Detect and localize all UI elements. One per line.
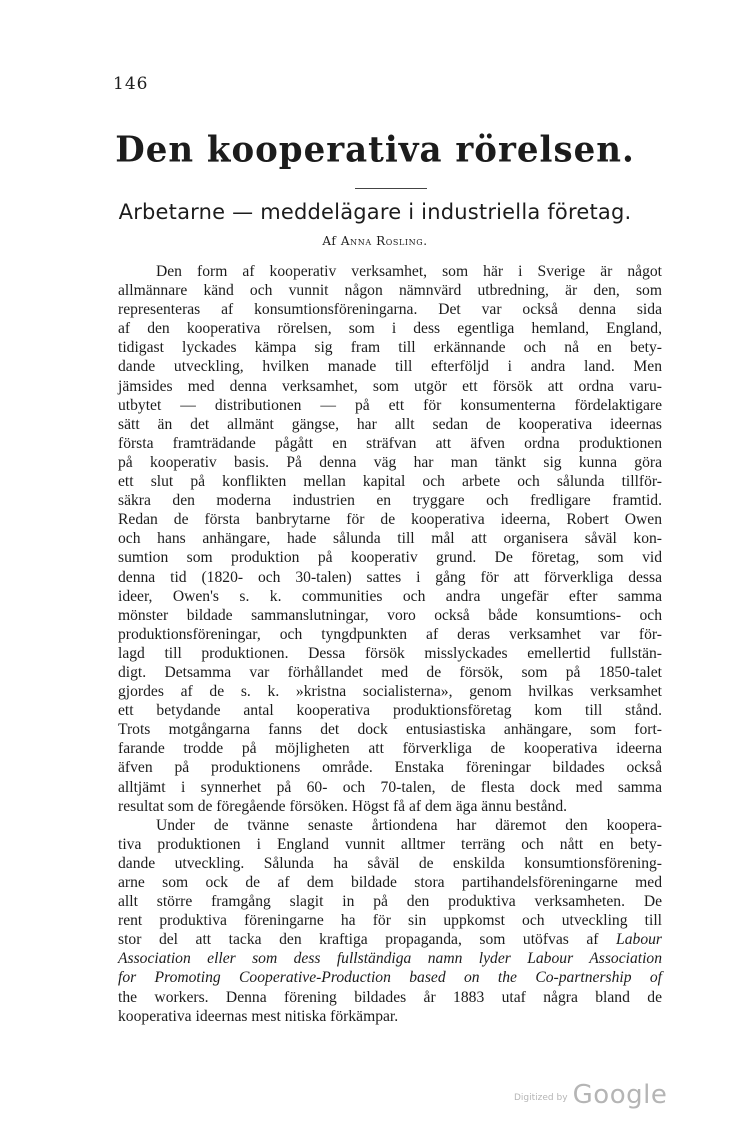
body-line: Redan de första banbrytarne för de kooperativa ideerna, Robert Owen: [118, 511, 662, 529]
article-subtitle: Arbetarne — meddelägare i industriella företag.: [118, 200, 632, 224]
italic-text: Labour Association: [527, 950, 662, 968]
body-line: lagd till produktionen. Dessa försök misslyckades emellertid fullstän-: [118, 644, 662, 662]
body-line: sumtion som produktion på kooperativ grund. De företag, som vid: [118, 549, 662, 567]
body-line: Trots motgångarna fanns det dock entusiastiska anhängare, som fort-: [118, 721, 662, 739]
italic-text: Labour: [616, 931, 662, 949]
body-line: Den form af kooperativ verksamhet, som här i Sverige är något: [156, 263, 662, 280]
body-line: dande utveckling. Sålunda ha såväl de enskilda konsumtionsförening-: [118, 854, 662, 872]
body-line: sätt än det allmänt gängse, har allt sedan de kooperativa ideernas: [118, 415, 662, 433]
page-number: 146: [113, 74, 149, 94]
italic-text: Association eller som dess fullständiga namn lyder: [118, 950, 511, 968]
watermark-prefix: Digitized by: [514, 1093, 568, 1103]
body-line: the workers. Denna förening bildades år 1883 utaf några bland de: [118, 988, 662, 1006]
title-rule-divider: [355, 188, 427, 189]
body-line: produktionsföreningar, och tyngdpunkten af deras verksamhet var för-: [118, 625, 662, 643]
body-line: representeras af konsumtionsföreningarna. Det var också denna sida: [118, 301, 662, 319]
body-line: tidigast lyckades kämpa sig fram till erkännande och nå en bety-: [118, 339, 662, 357]
body-line: utbytet — distributionen — på ett för konsumenterna fördelaktigare: [118, 396, 662, 414]
body-line: jämsides med denna verksamhet, som utgör ett försök att ordna varu-: [118, 377, 662, 395]
body-line: äfven på produktionens område. Enstaka föreningar bildades också: [118, 759, 662, 777]
author-name: Anna Rosling.: [340, 234, 428, 248]
italic-text: for Promoting Cooperative-Production based on the Co-partnership of: [118, 969, 662, 987]
article-body: [118, 262, 662, 1026]
body-line: dande utveckling, hvilken manade till efterföljd i andra land. Men: [118, 358, 662, 376]
body-line: Under de tvänne senaste årtiondena har däremot den koopera-: [156, 816, 662, 834]
body-line-with-italic: [118, 949, 662, 968]
body-line: mönster bildade sammanslutningar, voro också både konsumtions- och: [118, 606, 662, 624]
body-line: digt. Detsamma var förhållandet med de försök, som på 1850-talet: [118, 663, 662, 681]
digitized-by-watermark: [514, 1080, 667, 1110]
body-text: stor del att tacka den kraftiga propaganda, som utöfvas af: [118, 931, 599, 949]
body-line: ideer, Owen's s. k. communities och andra ungefär efter samma: [118, 587, 662, 605]
author-line: [0, 234, 750, 248]
body-line: ett betydande antal kooperativa produktionsföretag kom till stånd.: [118, 702, 662, 720]
body-line: arne som ock de af dem bildade stora partihandelsföreningarne med: [118, 874, 662, 891]
body-line: denna tid (1820- och 30-talen) sattes i gång för att förverkliga dessa: [118, 568, 662, 586]
page-title: Den kooperativa rörelsen.: [115, 129, 635, 171]
body-line: första framträdande pågått en sträfvan att äfven ordna produktionen: [118, 434, 662, 452]
body-line: af den kooperativa rörelsen, som i dess egentliga hemland, England,: [118, 320, 662, 338]
body-line: på kooperativ basis. På denna väg har man tänkt sig kunna göra: [118, 453, 662, 471]
author-prefix: Af: [322, 234, 337, 248]
body-line: rent produktiva föreningarne ha för sin uppkomst och utveckling till: [118, 912, 662, 930]
body-line: resultat som de föregående försöken. Högst få af dem äga ännu bestånd.: [118, 797, 568, 815]
body-line: [118, 968, 662, 987]
google-logo: Google: [572, 1080, 668, 1110]
body-line: allmännare känd och vunnit någon nämnvärd utbredning, är den, som: [118, 282, 662, 300]
body-line: tiva produktionen i England vunnit alltmer terräng och nått en bety-: [118, 835, 662, 853]
body-line: allt större framgång slagit in på den produktiva verksamheten. De: [118, 893, 662, 911]
body-line: kooperativa ideernas mest nitiska förkämpar.: [118, 1007, 399, 1025]
body-line: alltjämt i synnerhet på 60- och 70-talen, de flesta dock med samma: [118, 778, 662, 796]
body-line: farande trodde på möjligheten att förverkliga de kooperativa ideerna: [118, 740, 662, 758]
body-line: gjordes af de s. k. »kristna socialisterna», genom hvilkas verksamhet: [118, 683, 662, 701]
body-line: säkra den moderna industrien en tryggare och fredligare framtid.: [118, 492, 662, 510]
body-line: och hans anhängare, hade sålunda till mål att organisera såväl kon-: [118, 530, 662, 548]
body-line: ett slut på konflikten mellan kapital och arbete och sålunda tillför-: [118, 473, 662, 491]
body-line-with-italic: [118, 930, 662, 949]
